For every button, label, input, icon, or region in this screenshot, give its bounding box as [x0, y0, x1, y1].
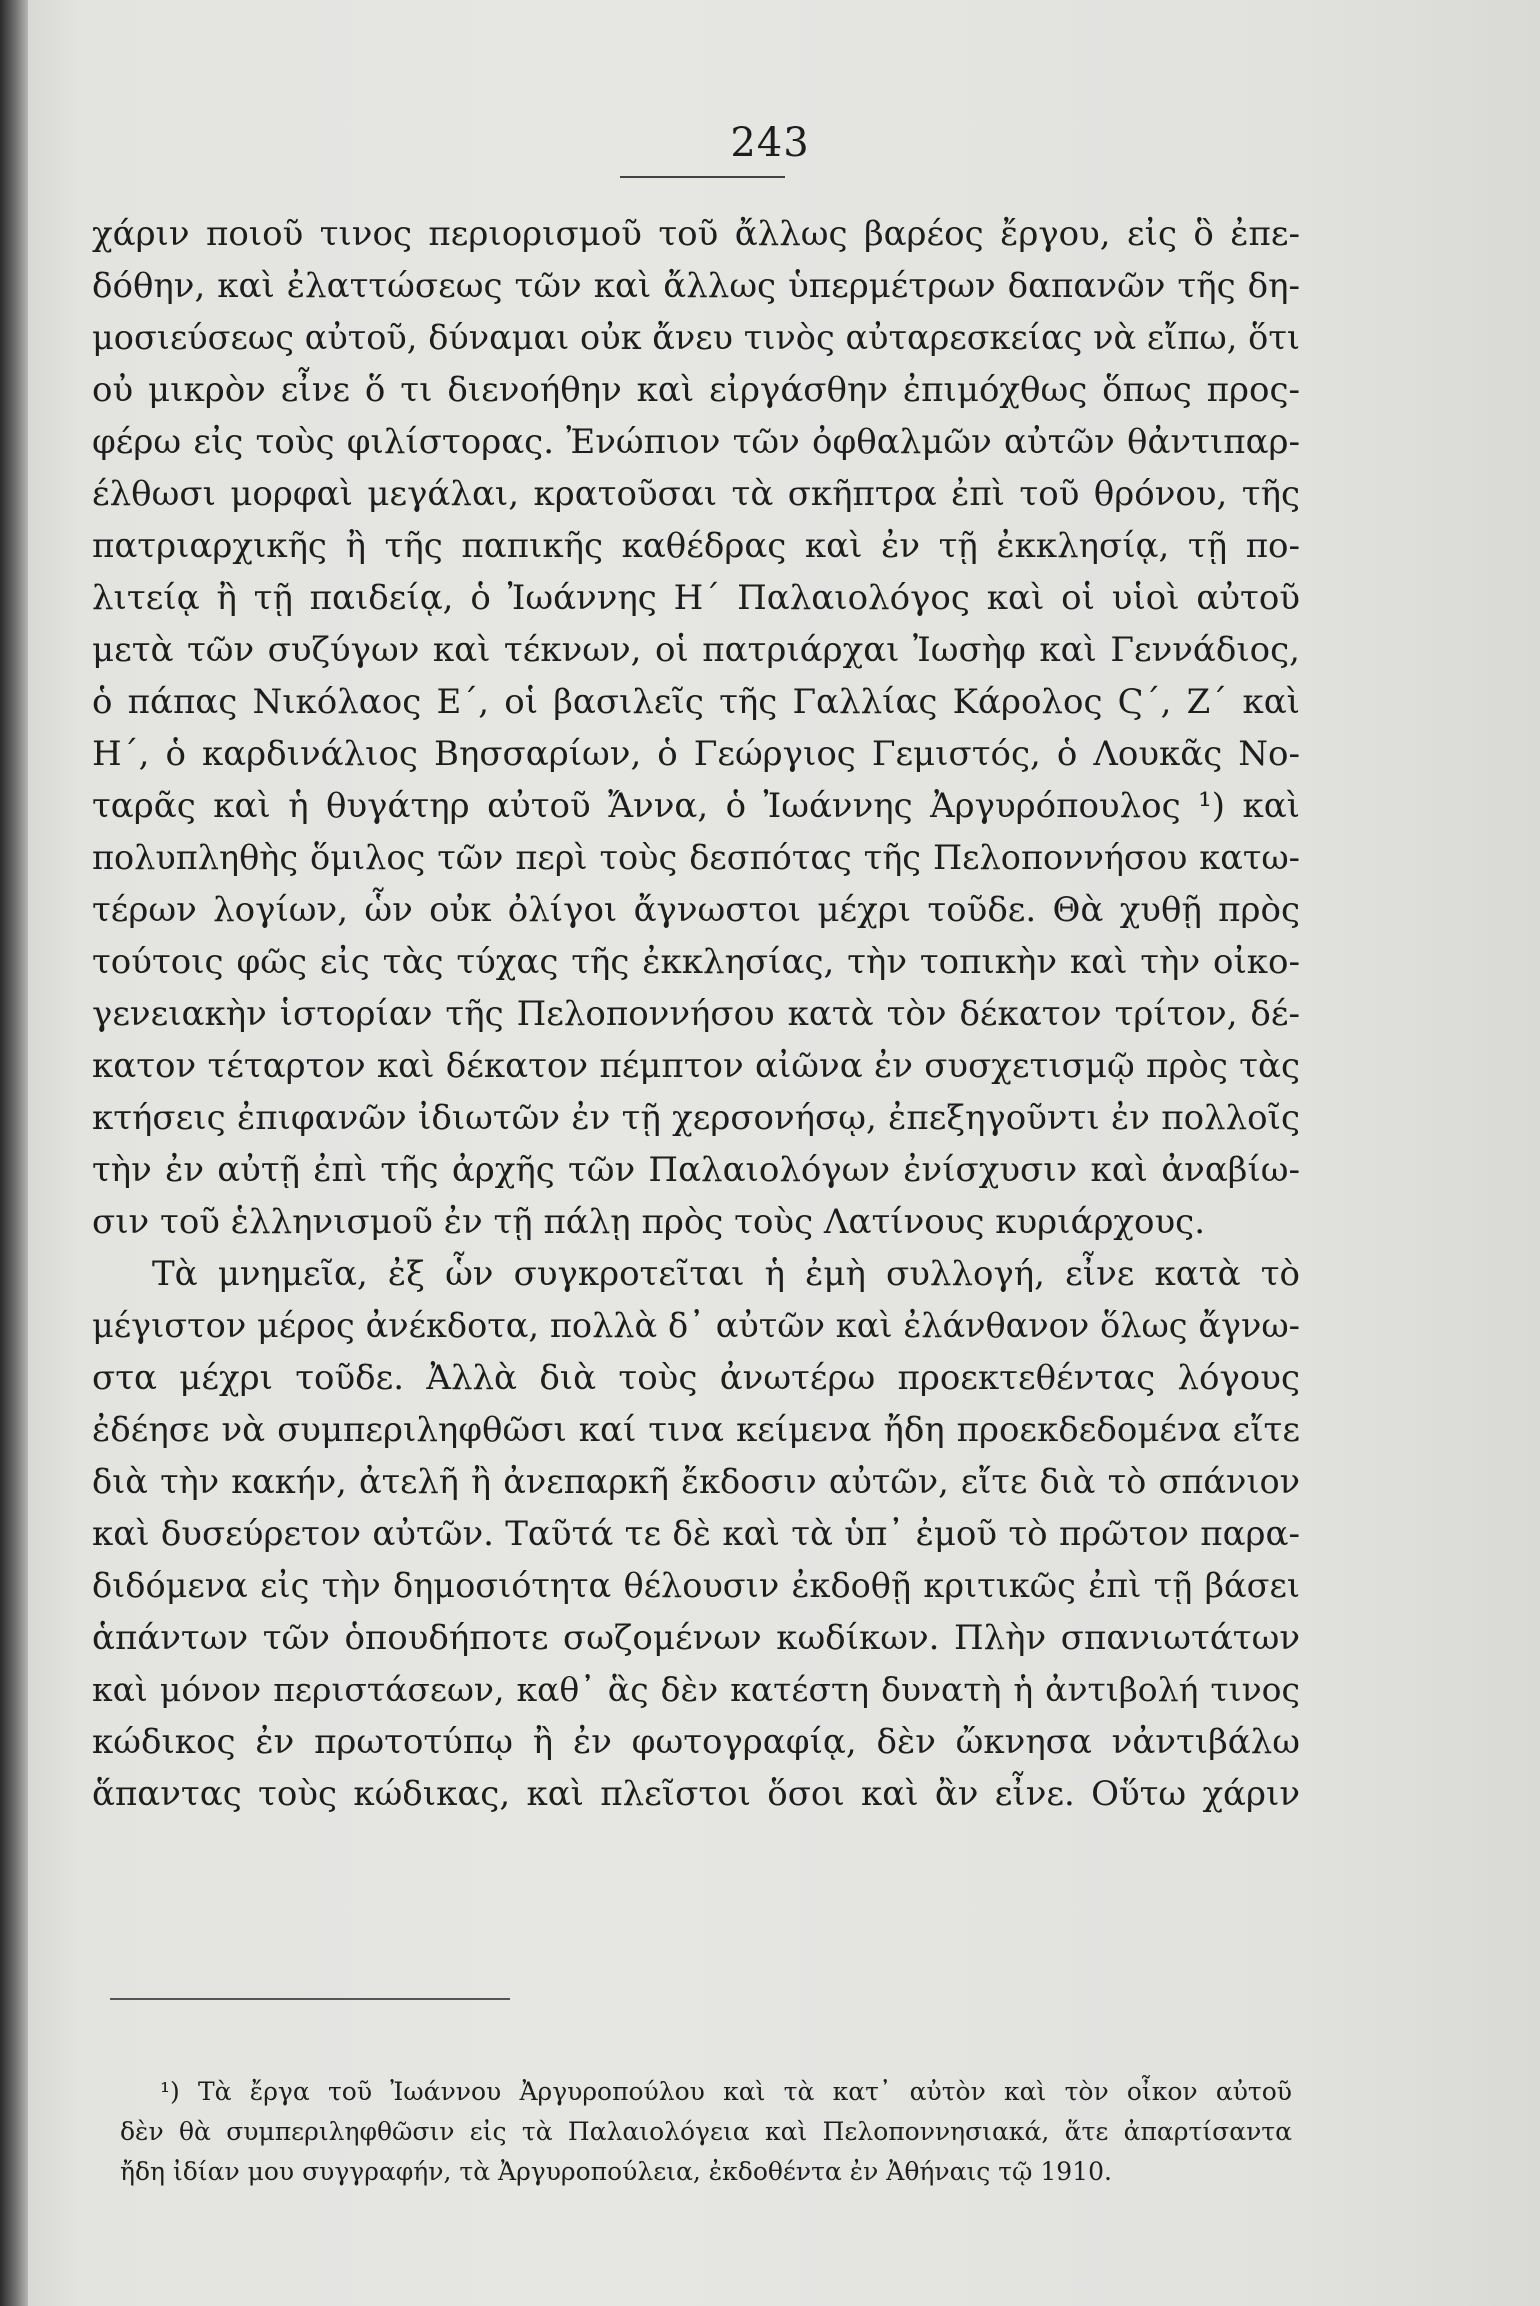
page-number-rule: [620, 176, 785, 178]
footnote-line: ἤδη ἰδίαν μου συγγραφήν, τὰ Ἀργυροπούλεια, ἐκδοθέντα ἐν Ἀθήναις τῷ 1910.: [120, 2157, 1112, 2186]
text-line: πατριαρχικῆς ἢ τῆς παπικῆς καθέδρας καὶ ἐν τῇ ἐκκλησίᾳ, τῇ πο-: [92, 526, 1300, 566]
text-line: έλθωσι μορφαὶ μεγάλαι, κρατοῦσαι τὰ σκῆπτρα ἐπὶ τοῦ θρόνου, τῆς: [92, 474, 1300, 514]
footnote: [120, 2072, 1292, 2192]
text-line: ἐδέησε νὰ συμπεριληφθῶσι καί τινα κείμενα ἤδη προεκδεδομένα εἴτε: [92, 1410, 1300, 1450]
text-line: χάριν ποιοῦ τινος περιορισμοῦ τοῦ ἄλλως βαρέος ἔργου, εἰς ὃ ἐπε-: [92, 214, 1300, 254]
footnote-line: δὲν θὰ συμπεριληφθῶσιν εἰς τὰ Παλαιολόγεια καὶ Πελοποννησιακά, ἅτε ἀπαρτίσαντα: [120, 2117, 1292, 2146]
text-line: κώδικος ἐν πρωτοτύπῳ ἢ ἐν φωτογραφίᾳ, δὲν ὤκνησα νἀντιβάλω: [92, 1722, 1300, 1762]
text-line: φέρω εἰς τοὺς φιλίστορας. Ἐνώπιον τῶν ὀφθαλμῶν αὐτῶν θἀντιπαρ-: [92, 422, 1300, 462]
text-line: οὐ μικρὸν εἶνε ὅ τι διενοήθην καὶ εἰργάσθην ἐπιμόχθως ὅπως προς-: [92, 370, 1300, 410]
text-line: μετὰ τῶν συζύγων καὶ τέκνων, οἱ πατριάρχαι Ἰωσὴφ καὶ Γεννάδιος,: [92, 630, 1300, 670]
text-line: Η΄, ὁ καρδινάλιος Βησσαρίων, ὁ Γεώργιος Γεμιστός, ὁ Λουκᾶς Νο-: [92, 734, 1300, 774]
text-line: καὶ δυσεύρετον αὐτῶν. Ταῦτά τε δὲ καὶ τὰ ὑπ᾽ ἐμοῦ τὸ πρῶτον παρα-: [92, 1514, 1300, 1554]
text-line: πολυπληθὴς ὅμιλος τῶν περὶ τοὺς δεσπότας τῆς Πελοποννήσου κατω-: [92, 838, 1300, 877]
text-line: λιτείᾳ ἢ τῇ παιδείᾳ, ὁ Ἰωάννης Η΄ Παλαιολόγος καὶ οἱ υἱοὶ αὐτοῦ: [92, 578, 1300, 618]
text-line: ἅπαντας τοὺς κώδικας, καὶ πλεῖστοι ὅσοι καὶ ἂν εἶνε. Οὕτω χάριν: [92, 1774, 1300, 1814]
text-line: μοσιεύσεως αὐτοῦ, δύναμαι οὐκ ἄνευ τινὸς αὐταρεσκείας νὰ εἴπω, ὅτι: [92, 318, 1300, 357]
text-line: κατον τέταρτον καὶ δέκατον πέμπτον αἰῶνα ἐν συσχετισμῷ πρὸς τὰς: [92, 1046, 1300, 1086]
text-line: ἁπάντων τῶν ὁπουδήποτε σωζομένων κωδίκων. Πλὴν σπανιωτάτων: [92, 1618, 1300, 1658]
text-line-paragraph-end: σιν τοῦ ἑλληνισμοῦ ἐν τῇ πάλῃ πρὸς τοὺς Λατίνους κυριάρχους.: [92, 1202, 1206, 1242]
text-line: διδόμενα εἰς τὴν δημοσιότητα θέλουσιν ἐκδοθῇ κριτικῶς ἐπὶ τῇ βάσει: [92, 1566, 1300, 1605]
text-line: ὁ πάπας Νικόλαος Ε΄, οἱ βασιλεῖς τῆς Γαλλίας Κάρολος Ϛ΄, Ζ΄ καὶ: [92, 682, 1300, 722]
text-line-paragraph-start: Τὰ μνημεῖα, ἐξ ὧν συγκροτεῖται ἡ ἐμὴ συλλογή, εἶνε κατὰ τὸ: [152, 1254, 1300, 1294]
text-line: τέρων λογίων, ὧν οὐκ ὀλίγοι ἄγνωστοι μέχρι τοῦδε. Θὰ χυθῇ πρὸς: [92, 890, 1300, 930]
book-binding-shadow: [0, 0, 28, 2306]
text-line: κτήσεις ἐπιφανῶν ἰδιωτῶν ἐν τῇ χερσονήσῳ, ἐπεξηγοῦντι ἐν πολλοῖς: [92, 1098, 1300, 1138]
text-line: μέγιστον μέρος ἀνέκδοτα, πολλὰ δ᾽ αὐτῶν καὶ ἐλάνθανον ὅλως ἄγνω-: [92, 1306, 1300, 1345]
text-line: τὴν ἐν αὐτῇ ἐπὶ τῆς ἀρχῆς τῶν Παλαιολόγων ἐνίσχυσιν καὶ ἀναβίω-: [92, 1150, 1300, 1190]
text-line: δόθην, καὶ ἐλαττώσεως τῶν καὶ ἄλλως ὑπερμέτρων δαπανῶν τῆς δη-: [92, 266, 1300, 306]
text-line: ταρᾶς καὶ ἡ θυγάτηρ αὐτοῦ Ἄννα, ὁ Ἰωάννης Ἀργυρόπουλος ¹) καὶ: [92, 786, 1300, 826]
footnote-rule: [110, 1998, 510, 2000]
text-line: τούτοις φῶς εἰς τὰς τύχας τῆς ἐκκλησίας, τὴν τοπικὴν καὶ τὴν οἰκο-: [92, 942, 1300, 982]
text-line: καὶ μόνον περιστάσεων, καθ᾽ ἃς δὲν κατέστη δυνατὴ ἡ ἀντιβολή τινος: [92, 1670, 1300, 1709]
footnote-line: ¹) Τὰ ἔργα τοῦ Ἰωάννου Ἀργυροπούλου καὶ τὰ κατ᾽ αὐτὸν καὶ τὸν οἶκον αὐτοῦ: [160, 2077, 1292, 2106]
body-text: [92, 208, 1300, 1820]
text-line: στα μέχρι τοῦδε. Ἀλλὰ διὰ τοὺς ἀνωτέρω προεκτεθέντας λόγους: [92, 1358, 1300, 1398]
page-number: 243: [730, 120, 810, 166]
text-line: γενειακὴν ἱστορίαν τῆς Πελοποννήσου κατὰ τὸν δέκατον τρίτον, δέ-: [92, 994, 1300, 1034]
text-line: διὰ τὴν κακήν, ἀτελῆ ἢ ἀνεπαρκῆ ἔκδοσιν αὐτῶν, εἴτε διὰ τὸ σπάνιον: [92, 1462, 1300, 1501]
